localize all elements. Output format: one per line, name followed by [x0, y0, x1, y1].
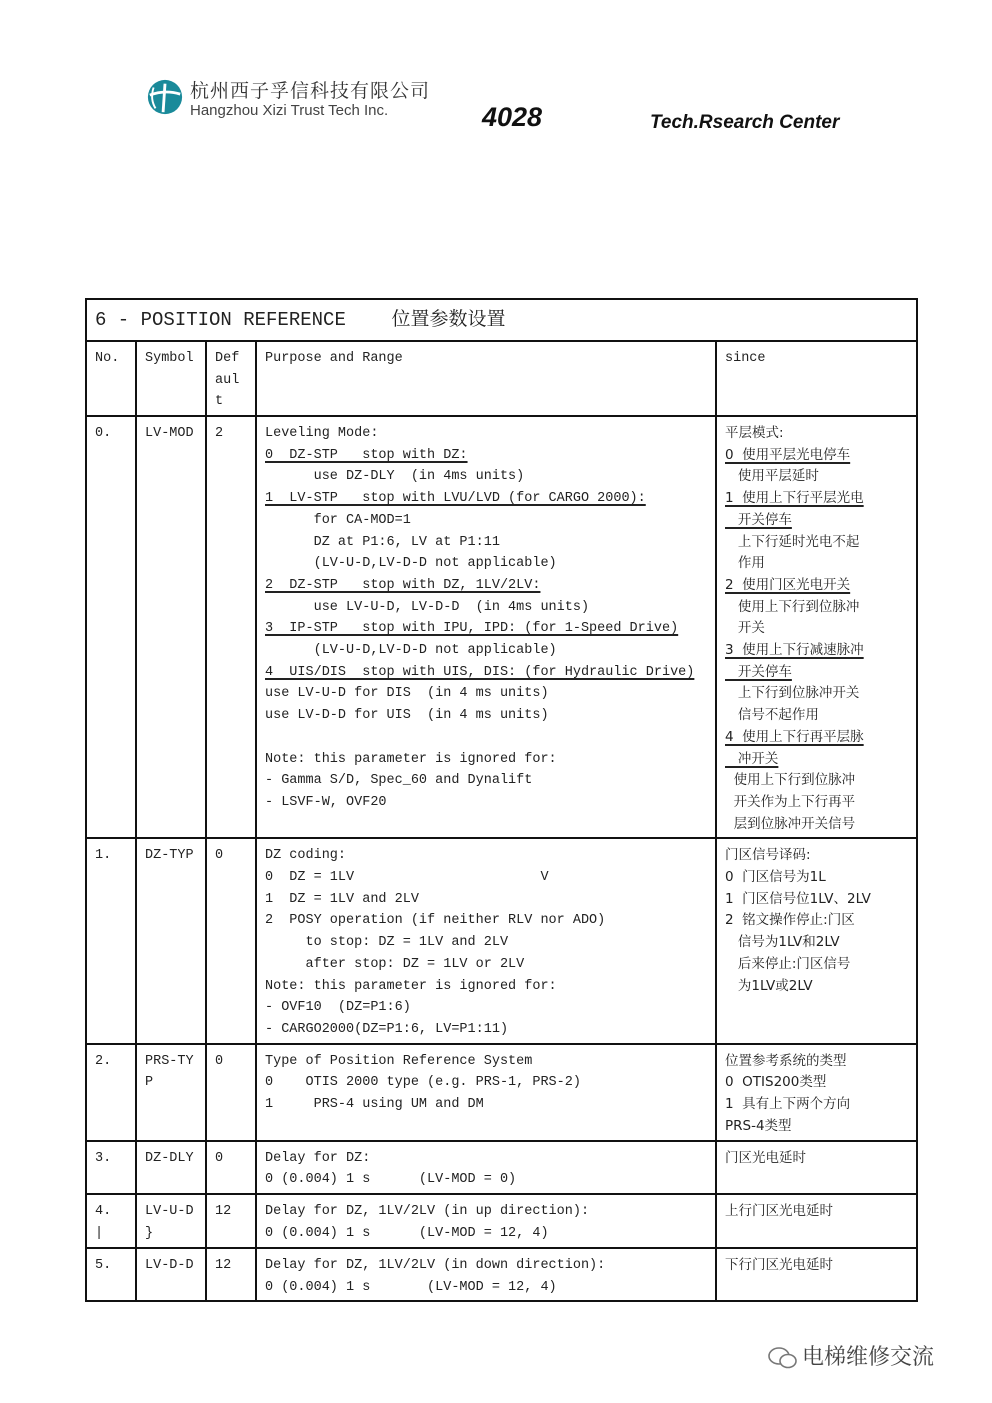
cell-default: 0	[206, 838, 256, 1043]
text-line: 1 PRS-4 using UM and DM	[265, 1097, 484, 1113]
cell-default: 0	[206, 1044, 256, 1141]
text-line: - Gamma S/D, Spec_60 and Dynalift	[265, 773, 533, 789]
text-line	[265, 445, 708, 467]
text-line: - LSVF-W, OVF20	[265, 794, 387, 810]
text-line	[265, 575, 708, 597]
text-line	[725, 445, 909, 467]
table-row	[86, 1044, 917, 1141]
center-name: Tech.Rsearch Center	[650, 112, 840, 133]
text-line: 开关	[725, 620, 765, 637]
text-line: 1 门区信号位1LV、2LV	[725, 890, 871, 907]
watermark-text: 电梯维修交流	[802, 1345, 935, 1370]
table-row	[86, 416, 917, 838]
watermark	[768, 1340, 934, 1371]
underlined-text: 1 LV-STP stop with LVU/LVD (for CARGO 2000):	[265, 491, 646, 507]
underlined-text: 开关停车	[725, 663, 792, 680]
cell-symbol: LV-D-D	[136, 1248, 206, 1301]
table-header-row	[86, 341, 917, 416]
cell-since	[716, 1044, 917, 1141]
cell-default: 12	[206, 1248, 256, 1301]
cell-purpose	[256, 1141, 716, 1194]
cell-symbol: PRS-TY P	[136, 1044, 206, 1141]
underlined-text: 0 使用平层光电停车	[725, 446, 851, 463]
cell-since	[716, 838, 917, 1043]
text-line: DZ at P1:6, LV at P1:11	[265, 534, 500, 550]
cell-no: 0.	[86, 416, 136, 838]
table-title: 6 - POSITION REFERENCE 位置参数设置	[86, 299, 917, 341]
text-line: 1 具有上下两个方向	[725, 1096, 851, 1113]
text-line: - OVF10 (DZ=P1:6)	[265, 1000, 411, 1016]
text-line: DZ coding:	[265, 848, 347, 864]
cell-symbol: LV-MOD	[136, 416, 206, 838]
underlined-text: 3 使用上下行减速脉冲	[725, 642, 864, 659]
text-line: 门区信号译码:	[725, 847, 811, 864]
cell-default: 2	[206, 416, 256, 838]
text-line: 作用	[725, 555, 765, 572]
cell-no: 1.	[86, 838, 136, 1043]
text-line	[265, 662, 708, 684]
cell-no: 3.	[86, 1141, 136, 1194]
text-line: 信号为1LV和2LV	[725, 934, 840, 951]
text-line	[725, 727, 909, 749]
text-line: 上下行到位脉冲开关	[725, 685, 860, 702]
text-line	[725, 662, 909, 684]
text-line: 0 (0.004) 1 s (LV-MOD = 12, 4)	[265, 1225, 549, 1241]
cell-symbol: LV-U-D }	[136, 1194, 206, 1248]
cell-default: 12	[206, 1194, 256, 1248]
text-line: Delay for DZ, 1LV/2LV (in down direction):	[265, 1257, 606, 1273]
text-line	[265, 618, 708, 640]
text-line	[725, 640, 909, 662]
cell-no: 4. |	[86, 1194, 136, 1248]
text-line: 0 (0.004) 1 s (LV-MOD = 0)	[265, 1172, 517, 1188]
text-line: Delay for DZ:	[265, 1150, 371, 1166]
underlined-text: 4 UIS/DIS stop with UIS, DIS: (for Hydraulic Drive)	[265, 664, 695, 680]
company-logo	[140, 72, 431, 124]
text-line: 门区光电延时	[725, 1149, 806, 1166]
text-line: 上下行延时光电不起	[725, 533, 860, 550]
text-line: after stop: DZ = 1LV or 2LV	[265, 956, 525, 972]
logo-globe-icon	[146, 78, 184, 116]
text-line: 层到位脉冲开关信号	[725, 815, 856, 832]
document-number: 4028	[482, 102, 543, 132]
column-header-symbol: Symbol	[136, 341, 206, 416]
underlined-text: 2 DZ-STP stop with DZ, 1LV/2LV:	[265, 577, 541, 593]
cell-purpose	[256, 838, 716, 1043]
text-line: 开关作为上下行再平	[725, 793, 856, 810]
cell-symbol: DZ-DLY	[136, 1141, 206, 1194]
text-line	[725, 488, 909, 510]
text-line	[725, 575, 909, 597]
parameter-table	[85, 298, 918, 1302]
text-line: 0 OTIS 2000 type (e.g. PRS-1, PRS-2)	[265, 1075, 581, 1091]
cell-purpose	[256, 416, 716, 838]
text-line	[265, 727, 708, 749]
text-line: 使用上下行到位脉冲	[725, 772, 856, 789]
text-line: 后来停止:门区信号	[725, 955, 851, 972]
cell-since	[716, 1248, 917, 1301]
text-line: 0 (0.004) 1 s (LV-MOD = 12, 4)	[265, 1279, 557, 1295]
underlined-text: 4 使用上下行再平层脉	[725, 728, 864, 745]
text-line: (LV-U-D,LV-D-D not applicable)	[265, 643, 557, 659]
cell-default: 0	[206, 1141, 256, 1194]
text-line: PRS-4类型	[725, 1117, 792, 1134]
text-line: Note: this parameter is ignored for:	[265, 978, 557, 994]
text-line: (LV-U-D,LV-D-D not applicable)	[265, 556, 557, 572]
wechat-icon	[768, 1346, 798, 1370]
text-line: 0 门区信号为1L	[725, 869, 826, 886]
table-row	[86, 1141, 917, 1194]
text-line: 上行门区光电延时	[725, 1202, 833, 1219]
column-header-no: No.	[86, 341, 136, 416]
text-line: use LV-D-D for UIS (in 4 ms units)	[265, 708, 549, 724]
text-line: - CARGO2000(DZ=P1:6, LV=P1:11)	[265, 1021, 509, 1037]
text-line: for CA-MOD=1	[265, 512, 411, 528]
text-line	[725, 510, 909, 532]
text-line: use LV-U-D, LV-D-D (in 4ms units)	[265, 599, 590, 615]
table-row	[86, 1194, 917, 1248]
text-line: Leveling Mode:	[265, 426, 379, 441]
text-line: to stop: DZ = 1LV and 2LV	[265, 935, 509, 951]
text-line: 1 DZ = 1LV and 2LV	[265, 891, 419, 907]
cell-since	[716, 1194, 917, 1248]
text-line: 使用上下行到位脉冲	[725, 598, 860, 615]
text-line: use DZ-DLY (in 4ms units)	[265, 469, 525, 485]
table-row	[86, 1248, 917, 1301]
text-line: 为1LV或2LV	[725, 977, 813, 994]
table-title-row	[86, 299, 917, 341]
text-line: 位置参考系统的类型	[725, 1052, 847, 1069]
column-header-since: since	[716, 341, 917, 416]
text-line: use LV-U-D for DIS (in 4 ms units)	[265, 686, 549, 702]
company-name-en: Hangzhou Xizi Trust Tech Inc.	[190, 102, 389, 119]
column-header-purpose: Purpose and Range	[256, 341, 716, 416]
text-line: 2 POSY operation (if neither RLV nor ADO)	[265, 913, 606, 929]
cell-no: 2.	[86, 1044, 136, 1141]
underlined-text: 0 DZ-STP stop with DZ:	[265, 447, 468, 463]
underlined-text: 3 IP-STP stop with IPU, IPD: (for 1-Speed Drive)	[265, 621, 679, 637]
underlined-text: 1 使用上下行平层光电	[725, 490, 864, 507]
text-line	[265, 488, 708, 510]
cell-since	[716, 1141, 917, 1194]
text-line: Delay for DZ, 1LV/2LV (in up direction):	[265, 1203, 590, 1219]
text-line: Type of Position Reference System	[265, 1053, 533, 1069]
cell-purpose	[256, 1044, 716, 1141]
cell-purpose	[256, 1248, 716, 1301]
underlined-text: 开关停车	[725, 511, 792, 528]
text-line: 0 DZ = 1LV V	[265, 870, 549, 886]
text-line: 2 铭文操作停止:门区	[725, 912, 855, 929]
text-line	[725, 749, 909, 771]
underlined-text: 冲开关	[725, 750, 779, 767]
text-line: 使用平层延时	[725, 468, 819, 485]
text-line: Note: this parameter is ignored for:	[265, 751, 557, 767]
company-name-cn: 杭州西子孚信科技有限公司	[190, 80, 431, 102]
text-line: 信号不起作用	[725, 707, 819, 724]
table-row	[86, 838, 917, 1043]
cell-no: 5.	[86, 1248, 136, 1301]
column-header-default: Def aul t	[206, 341, 256, 416]
cell-purpose	[256, 1194, 716, 1248]
text-line: 0 OTIS200类型	[725, 1074, 827, 1091]
cell-symbol: DZ-TYP	[136, 838, 206, 1043]
underlined-text: 2 使用门区光电开关	[725, 576, 851, 593]
text-line: 平层模式:	[725, 425, 784, 441]
text-line: 下行门区光电延时	[725, 1256, 833, 1273]
cell-since	[716, 416, 917, 838]
